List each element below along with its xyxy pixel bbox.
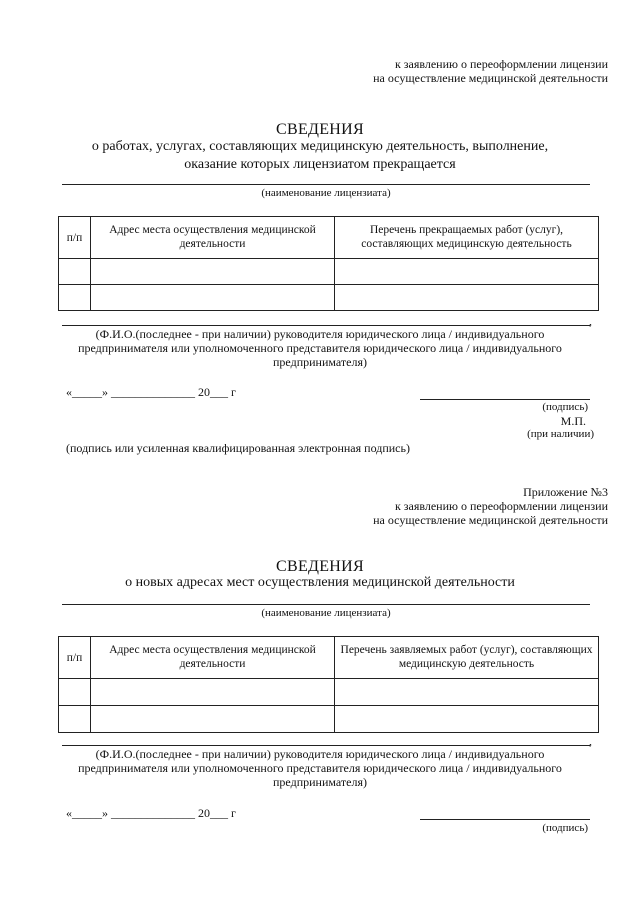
column-header-address: Адрес места осуществления медицинской деятельности — [91, 217, 335, 259]
header-line-2: на осуществление медицинской деятельности — [373, 71, 608, 85]
fio-caption-line-2: предпринимателя или уполномоченного представителя юридического лица / индивидуального — [78, 341, 562, 355]
table-cell — [59, 679, 91, 706]
header-line-1: к заявлению о переоформлении лицензии — [394, 57, 608, 71]
fio-caption-line-2: предпринимателя или уполномоченного представителя юридического лица / индивидуального — [78, 761, 562, 775]
document-title-2: СВЕДЕНИЯ — [276, 558, 364, 575]
table-row — [59, 285, 599, 311]
subtitle-line-2: оказание которых лицензиатом прекращается — [184, 157, 456, 172]
column-header-number: п/п — [59, 217, 91, 259]
fio-caption — [40, 327, 600, 369]
fio-comma-2: , — [589, 734, 592, 748]
appendix-label: Приложение №3 — [523, 485, 608, 499]
column-header-address: Адрес места осуществления медицинской деятельности — [91, 637, 335, 679]
table-row — [59, 259, 599, 285]
document-subtitle — [0, 138, 640, 174]
licensee-name-line — [62, 184, 590, 185]
table-cell — [59, 706, 91, 733]
date-field-2: «_____» ______________ 20___ г — [66, 806, 236, 820]
fio-caption-line-1: (Ф.И.О.(последнее - при наличии) руководителя юридического лица / индивидуального — [95, 747, 545, 761]
table-cell — [59, 285, 91, 311]
fio-caption-line-3: предпринимателя) — [273, 355, 367, 369]
fio-comma: , — [589, 314, 592, 328]
table-cell — [91, 706, 335, 733]
document-title: СВЕДЕНИЯ — [276, 121, 364, 138]
signature-caption: (подпись) — [542, 401, 588, 413]
header-reference-2 — [300, 499, 608, 527]
licensee-caption-2: (наименование лицензиата) — [261, 607, 391, 619]
fio-line — [62, 325, 590, 326]
date-field: «_____» ______________ 20___ г — [66, 385, 236, 399]
fio-line-2 — [62, 745, 590, 746]
column-header-works: Перечень заявляемых работ (услуг), составляющих медицинскую деятельность — [335, 637, 599, 679]
stamp-note: (при наличии) — [527, 428, 594, 440]
fio-caption-2 — [40, 747, 600, 789]
table-cell — [335, 679, 599, 706]
column-header-works: Перечень прекращаемых работ (услуг), составляющих медицинскую деятельность — [335, 217, 599, 259]
table-cell — [335, 706, 599, 733]
document-subtitle-2: о новых адресах мест осуществления медицинской деятельности — [125, 575, 515, 590]
table-cell — [91, 679, 335, 706]
header-line-1: к заявлению о переоформлении лицензии — [394, 499, 608, 513]
fio-caption-line-1: (Ф.И.О.(последнее - при наличии) руководителя юридического лица / индивидуального — [95, 327, 545, 341]
discontinued-works-table — [58, 216, 599, 311]
signature-line — [420, 399, 590, 400]
esign-caption: (подпись или усиленная квалифицированная электронная подпись) — [66, 441, 410, 455]
table-cell — [335, 259, 599, 285]
stamp-label: М.П. — [560, 414, 586, 428]
licensee-name-line-2 — [62, 604, 590, 605]
table-row — [59, 706, 599, 733]
table-row — [59, 679, 599, 706]
signature-caption-2: (подпись) — [542, 822, 588, 834]
header-line-2: на осуществление медицинской деятельности — [373, 513, 608, 527]
signature-line-2 — [420, 819, 590, 820]
fio-caption-line-3: предпринимателя) — [273, 775, 367, 789]
header-reference — [300, 57, 608, 85]
table-cell — [59, 259, 91, 285]
table-cell — [91, 285, 335, 311]
table-cell — [91, 259, 335, 285]
table-cell — [335, 285, 599, 311]
subtitle-line-1: о работах, услугах, составляющих медицинскую деятельность, выполнение, — [91, 139, 549, 154]
new-addresses-table — [58, 636, 599, 733]
licensee-caption: (наименование лицензиата) — [261, 187, 391, 199]
column-header-number: п/п — [59, 637, 91, 679]
